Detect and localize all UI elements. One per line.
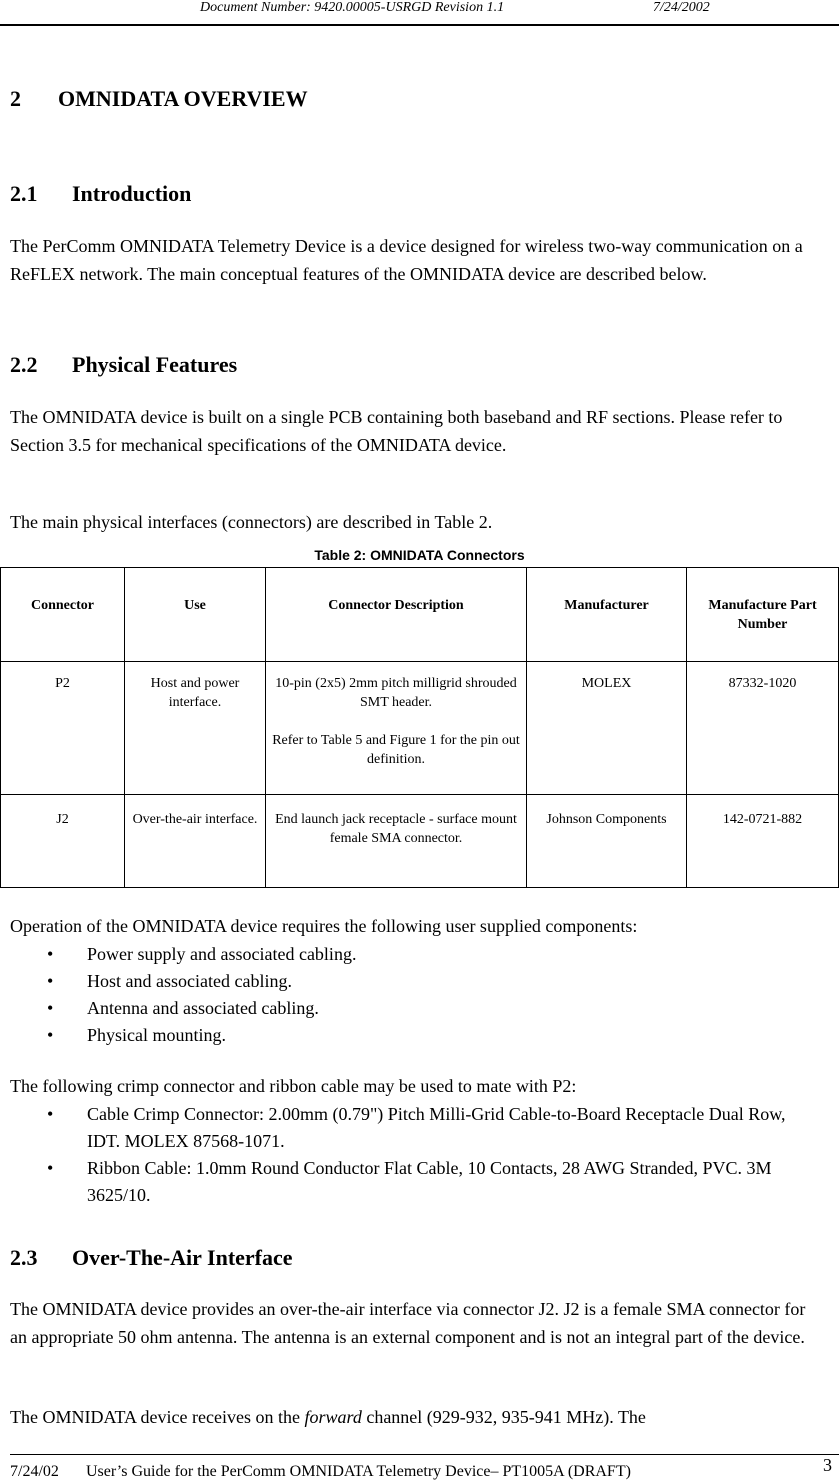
cell-description bbox=[266, 662, 527, 795]
header-doc-number: Document Number: 9420.00005-USRGD Revision 1.1 bbox=[200, 0, 505, 15]
description-note: Refer to Table 5 and Figure 1 for the pin out definition. bbox=[272, 733, 520, 767]
bullet: • bbox=[47, 971, 54, 991]
column-header: Manufacture Part Number bbox=[687, 568, 839, 662]
list-item: • Host and associated cabling. bbox=[47, 968, 787, 995]
section-title: Physical Features bbox=[72, 352, 238, 377]
section-2-1-heading bbox=[10, 181, 191, 207]
section-number: 2.3 bbox=[10, 1245, 38, 1270]
bullet: • bbox=[47, 998, 54, 1018]
section-title: Introduction bbox=[72, 181, 192, 206]
section-number: 2 bbox=[10, 86, 21, 111]
table-row bbox=[1, 795, 839, 888]
section-number: 2.2 bbox=[10, 352, 38, 377]
bullet: • bbox=[47, 1158, 54, 1178]
column-header: Connector bbox=[1, 568, 125, 662]
page-number: 3 bbox=[823, 1455, 832, 1475]
intro-paragraph: The PerComm OMNIDATA Telemetry Device is a device designed for wireless two-way communication on a ReFLEX network. The main conceptual features of the OMNIDATA device are described below. bbox=[10, 236, 803, 284]
section-title: Over-The-Air Interface bbox=[72, 1245, 293, 1270]
table-row bbox=[1, 662, 839, 795]
footer-date: 7/24/02 bbox=[10, 1463, 59, 1480]
cell-connector: J2 bbox=[1, 795, 125, 888]
header-date: 7/24/2002 bbox=[653, 0, 710, 15]
cell-manufacturer: Johnson Components bbox=[527, 795, 687, 888]
emphasis-forward: forward bbox=[304, 1407, 362, 1427]
section-2-heading bbox=[10, 86, 308, 112]
section-2-3-heading bbox=[10, 1245, 293, 1271]
table-header-row bbox=[1, 568, 839, 662]
cell-use: Over-the-air interface. bbox=[125, 795, 266, 888]
list-item: • Cable Crimp Connector: 2.00mm (0.79") Pitch Milli-Grid Cable-to-Board Receptacle Dual Row, IDT. MOLEX 87568-1071. bbox=[47, 1101, 787, 1155]
column-header: Use bbox=[125, 568, 266, 662]
components-list bbox=[47, 941, 787, 1049]
operation-paragraph: Operation of the OMNIDATA device requires the following user supplied components: bbox=[10, 916, 638, 936]
crimp-list bbox=[47, 1101, 787, 1209]
cell-use: Host and power interface. bbox=[125, 662, 266, 795]
connectors-table bbox=[0, 567, 839, 888]
bullet: • bbox=[47, 944, 54, 964]
section-number: 2.1 bbox=[10, 181, 38, 206]
footer-title: User’s Guide for the PerComm OMNIDATA Telemetry Device– PT1005A (DRAFT) bbox=[86, 1463, 631, 1480]
bullet: • bbox=[47, 1104, 54, 1124]
page-footer bbox=[10, 1454, 839, 1483]
description-line: 10-pin (2x5) 2mm pitch milligrid shrouded SMT header. bbox=[275, 676, 517, 710]
interfaces-paragraph: The main physical interfaces (connectors) are described in Table 2. bbox=[10, 512, 493, 532]
table-caption: Table 2: OMNIDATA Connectors bbox=[314, 547, 525, 563]
page-header bbox=[0, 0, 839, 26]
physical-paragraph: The OMNIDATA device is built on a single PCB containing both baseband and RF sections. Please refer to Section 3.5 for mechanical specifications of the OMNIDATA device. bbox=[10, 407, 783, 455]
forward-channel-paragraph: The OMNIDATA device receives on the forward channel (929-932, 935-941 MHz). The bbox=[10, 1407, 646, 1427]
crimp-paragraph: The following crimp connector and ribbon cable may be used to mate with P2: bbox=[10, 1076, 577, 1096]
column-header: Connector Description bbox=[266, 568, 527, 662]
section-title: OMNIDATA OVERVIEW bbox=[58, 86, 308, 111]
cell-part-number: 142-0721-882 bbox=[687, 795, 839, 888]
column-header: Manufacturer bbox=[527, 568, 687, 662]
list-item: • Physical mounting. bbox=[47, 1022, 787, 1049]
bullet: • bbox=[47, 1025, 54, 1045]
list-item: • Power supply and associated cabling. bbox=[47, 941, 787, 968]
cell-part-number: 87332-1020 bbox=[687, 662, 839, 795]
cell-manufacturer: MOLEX bbox=[527, 662, 687, 795]
list-item: • Antenna and associated cabling. bbox=[47, 995, 787, 1022]
cell-connector: P2 bbox=[1, 662, 125, 795]
cell-description: End launch jack receptacle - surface mount female SMA connector. bbox=[266, 795, 527, 888]
ota-paragraph: The OMNIDATA device provides an over-the-air interface via connector J2. J2 is a female SMA connector for an appropriate 50 ohm antenna. The antenna is an external component and is not an integral part of the device. bbox=[10, 1299, 806, 1347]
section-2-2-heading bbox=[10, 352, 237, 378]
list-item: • Ribbon Cable: 1.0mm Round Conductor Flat Cable, 10 Contacts, 28 AWG Stranded, PVC. 3M 3625/10. bbox=[47, 1155, 787, 1209]
